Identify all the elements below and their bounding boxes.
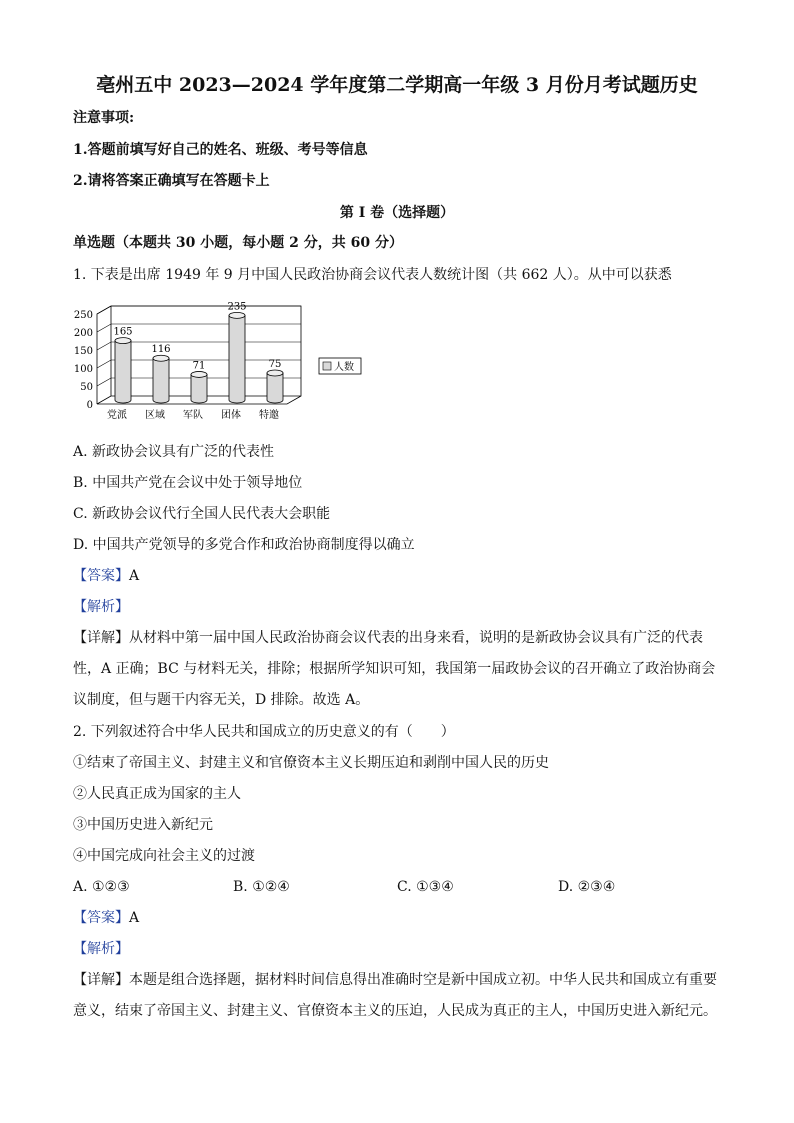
q1-stem: 1. 下表是出席 1949 年 9 月中国人民政治协商会议代表人数统计图（共 662 人）。从中可以获悉 [73, 267, 672, 283]
q2-statement-1: ①结束了帝国主义、封建主义和官僚资本主义长期压迫和剥削中国人民的历史 [73, 755, 549, 771]
data-label: 75 [268, 359, 282, 370]
legend-swatch [323, 362, 331, 370]
y-tick-label: 150 [73, 346, 93, 357]
bar-3 [191, 374, 207, 403]
y-tick-label: 100 [73, 364, 93, 375]
q1-analysis-tag: 【解析】 [73, 599, 129, 615]
detail-tag: 【详解】 [73, 630, 129, 646]
q1-answer [73, 566, 139, 586]
answer-value: A [129, 568, 140, 584]
notice-item-2: 2.请将答案正确填写在答题卡上 [73, 173, 270, 189]
q2-statement-3: ③中国历史进入新纪元 [73, 817, 213, 833]
q2-option-d: D. ②③④ [558, 879, 616, 895]
x-tick-label: 军队 [183, 410, 203, 421]
section-title: 第 I 卷（选择题） [339, 205, 455, 221]
q1-option-d: D. 中国共产党领导的多党合作和政治协商制度得以确立 [73, 537, 415, 553]
bar-1 [115, 341, 131, 403]
q2-option-a: A. ①②③ [73, 879, 130, 895]
data-label: 235 [227, 301, 247, 313]
notice-item-1: 1.答题前填写好自己的姓名、班级、考号等信息 [73, 142, 368, 158]
q1-option-c: C. 新政协会议代行全国人民代表大会职能 [73, 506, 331, 522]
x-tick-label: 党派 [107, 410, 127, 421]
bar-top-5 [267, 370, 283, 376]
y-tick-label: 50 [80, 382, 93, 393]
y-tick-label: 0 [86, 400, 93, 411]
answer-tag: 【答案】 [73, 568, 129, 584]
q1-option-a: A. 新政协会议具有广泛的代表性 [73, 444, 275, 460]
q1-option-b: B. 中国共产党在会议中处于领导地位 [73, 475, 303, 491]
x-tick-label: 团体 [221, 410, 241, 421]
q2-statement-2: ②人民真正成为国家的主人 [73, 786, 241, 802]
q1-detail [73, 623, 723, 716]
detail-text: 本题是组合选择题，据材料时间信息得出准确时空是新中国成立初。中华人民共和国成立有重要意义，结束了帝国主义、封建主义、官僚资本主义的压迫，人民成为真正的主人，中国历史进入新纪元。 [73, 972, 717, 1019]
bar-4 [229, 315, 245, 403]
q2-stem: 2. 下列叙述符合中华人民共和国成立的历史意义的有（ ） [73, 724, 455, 740]
q2-option-b: B. ①②④ [233, 879, 290, 895]
bar-5 [267, 373, 283, 403]
data-label: 116 [151, 344, 171, 356]
detail-text: 从材料中第一届中国人民政治协商会议代表的出身来看，说明的是新政协会议具有广泛的代表性，A 正确；BC 与材料无关，排除；根据所学知识可知，我国第一届政协会议的召开确立了政治协商会议制度，但与题干内容无关，D 排除。故选 A。 [73, 630, 716, 708]
data-label: 71 [192, 360, 206, 372]
bar-top-2 [153, 355, 169, 361]
bar-top-1 [115, 338, 131, 344]
answer-tag: 【答案】 [73, 910, 129, 926]
gridline [97, 306, 301, 314]
q2-answer [73, 908, 139, 928]
y-tick-label: 200 [73, 328, 93, 339]
section-subtitle: 单选题（本题共 30 小题，每小题 2 分，共 60 分） [73, 235, 403, 251]
x-tick-label: 区域 [145, 410, 165, 421]
x-tick-label: 特邀 [259, 410, 279, 421]
notice-heading: 注意事项: [73, 110, 135, 126]
q2-analysis-tag: 【解析】 [73, 941, 129, 957]
legend-label: 人数 [334, 362, 354, 373]
data-label: 165 [113, 326, 133, 338]
q2-option-c: C. ①③④ [397, 879, 454, 895]
delegates-bar-chart [73, 300, 373, 425]
q2-statement-4: ④中国完成向社会主义的过渡 [73, 848, 255, 864]
y-tick-label: 250 [73, 310, 93, 321]
bar-2 [153, 358, 169, 403]
q2-detail [73, 965, 723, 1027]
bar-top-4 [229, 312, 245, 318]
bar-top-3 [191, 371, 207, 377]
detail-tag: 【详解】 [73, 972, 129, 988]
page-title: 亳州五中 2023—2024 学年度第二学期高一年级 3 月份月考试题历史 [96, 74, 698, 96]
answer-value: A [129, 910, 140, 926]
